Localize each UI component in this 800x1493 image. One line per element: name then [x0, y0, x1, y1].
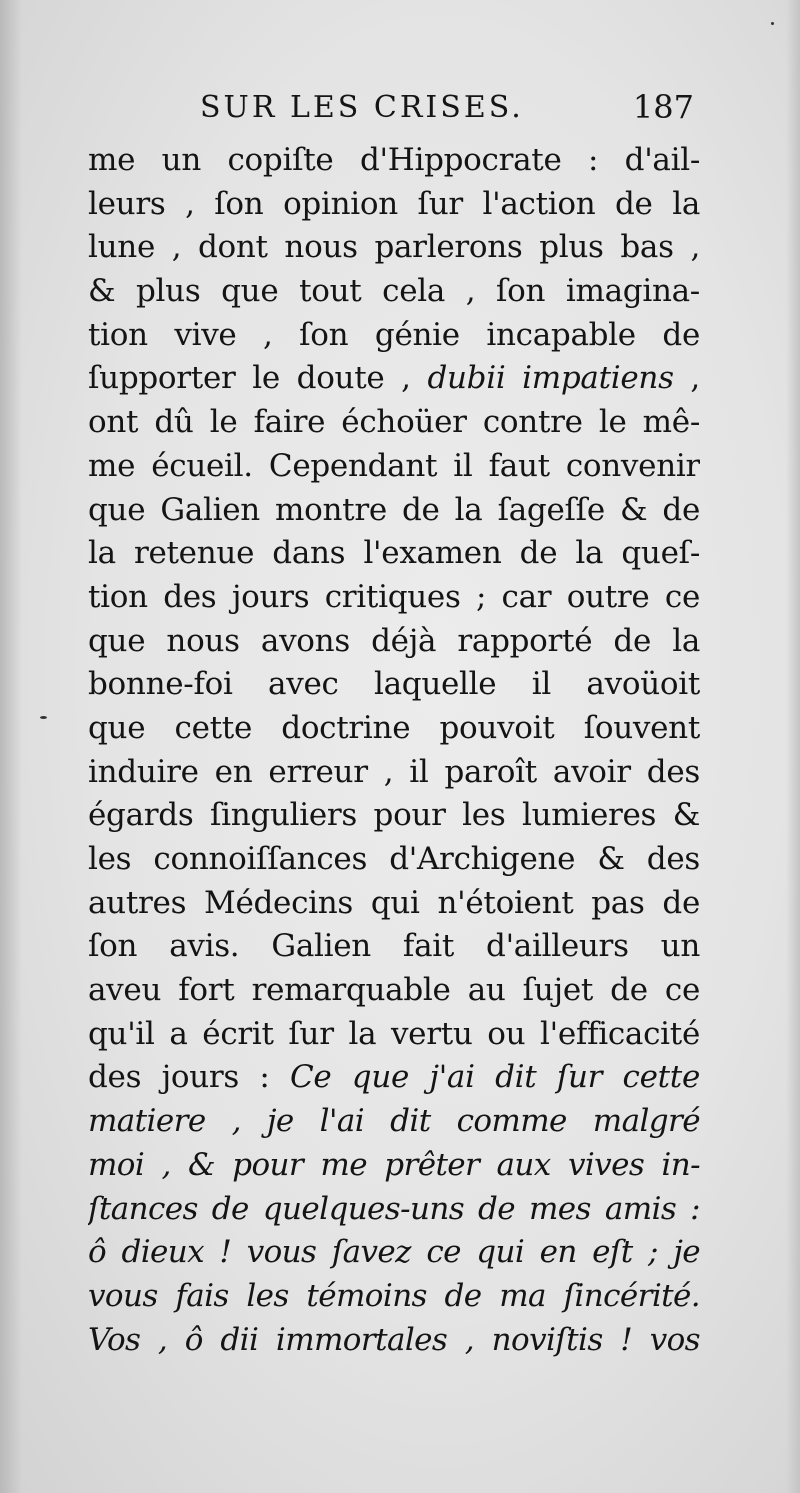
page-number: 187 [632, 88, 694, 126]
text-line: qu'il a écrit ſur la vertu ou l'efficacité [88, 1015, 700, 1052]
text-line: des jours : Ce que j'ai dit ſur cette [88, 1059, 700, 1096]
text-line: me un copiſte d'Hippocrate : d'ail- [88, 142, 700, 178]
paper-speck [40, 716, 47, 719]
text-line: aveu fort remarquable au ſujet de ce [88, 972, 700, 1009]
paper-speck [771, 22, 774, 25]
text-line: ſupporter le doute , dubii impatiens , [88, 360, 700, 397]
text-line: ſtances de quelques-uns de mes amis : [88, 1190, 700, 1227]
text-line: induire en erreur , il paroît avoir des [88, 753, 700, 790]
text-line: Vos , ô dii immortales , noviſtis ! vos [88, 1321, 700, 1358]
text-line: ô dieux ! vous ſavez ce qui en eſt ; je [88, 1234, 700, 1271]
text-line: tion des jours critiques ; car outre ce [88, 578, 700, 615]
text-line: matiere , je l'ai dit comme malgré [88, 1103, 700, 1140]
page-shadow-right [786, 0, 800, 1493]
text-line: leurs , ſon opinion ſur l'action de la [88, 185, 700, 222]
text-line: moi , & pour me prêter aux vives in- [88, 1146, 700, 1183]
text-line: que nous avons déjà rapporté de la [88, 622, 700, 659]
body-text [88, 139, 700, 1362]
text-line: bonne-foi avec laquelle il avoüoit [88, 666, 700, 703]
text-line: égards ſinguliers pour les lumieres & [88, 797, 700, 834]
text-line: vous fais les témoins de ma ſincérité. [88, 1277, 700, 1314]
page-shadow-left [0, 0, 22, 1493]
text-line: que Galien montre de la ſageſſe & de [88, 491, 700, 528]
text-line: autres Médecins qui n'étoient pas de [88, 884, 700, 921]
text-line: lune , dont nous parlerons plus bas , [88, 229, 700, 266]
text-line: que cette doctrine pouvoit ſouvent [88, 709, 700, 746]
text-line: les connoiſſances d'Archigene & des [88, 841, 700, 877]
text-line: tion vive , ſon génie incapable de [88, 316, 700, 353]
text-line: ont dû le faire échoüer contre le mê- [88, 404, 700, 441]
text-line: la retenue dans l'examen de la queſ- [88, 535, 700, 572]
page-header [88, 88, 700, 142]
text-line: me écueil. Cependant il faut convenir [88, 447, 700, 484]
text-line: & plus que tout cela , ſon imagina- [88, 273, 700, 310]
running-head: SUR LES CRISES. [200, 90, 524, 125]
text-line: ſon avis. Galien fait d'ailleurs un [88, 928, 700, 965]
